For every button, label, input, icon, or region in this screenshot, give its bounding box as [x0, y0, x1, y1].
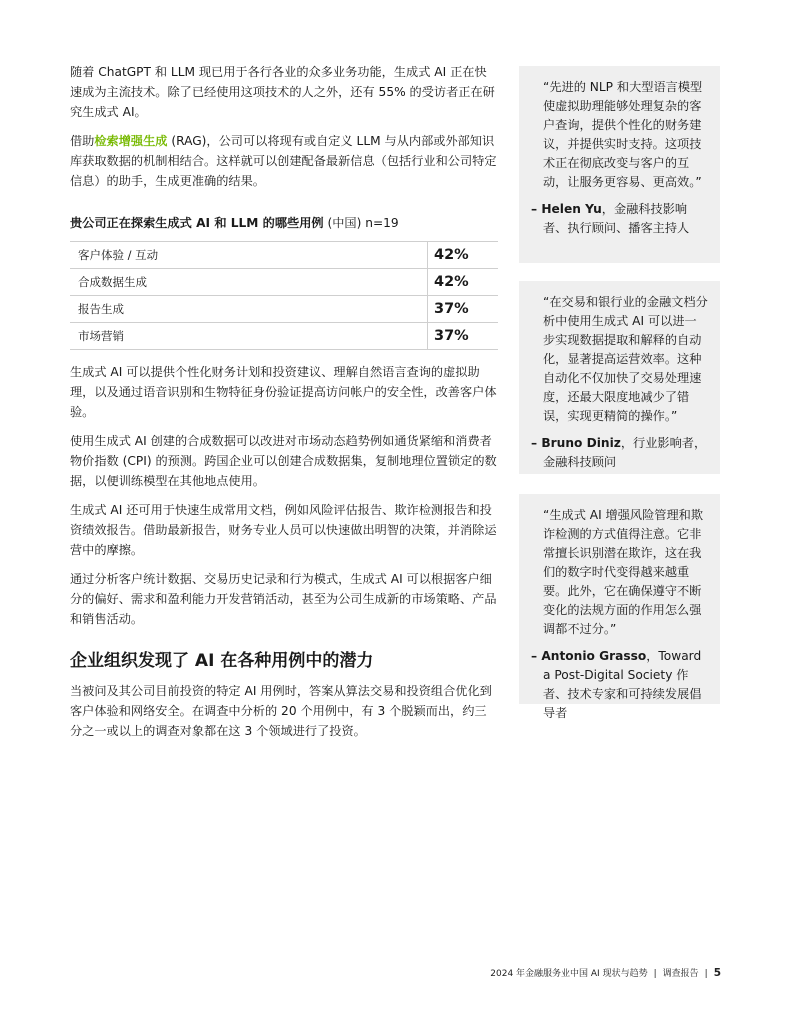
- quote-author: – Helen Yu: [531, 202, 602, 216]
- customer-experience-paragraph: 生成式 AI 可以提供个性化财务计划和投资建议、理解自然语言查询的虚拟助理，以及通过语音识别和生物特征身份验证提高访问帐户的安全性，改善客户体验。: [70, 365, 497, 419]
- marketing-paragraph: 通过分析客户统计数据、交易历史记录和行为模式，生成式 AI 可以根据客户细分的偏好、需求和盈利能力开发营销活动，甚至为公司生成新的市场策略、产品和销售活动。: [70, 572, 497, 626]
- use-case-row: [70, 323, 498, 350]
- use-case-label: 客户体验 / 互动: [70, 242, 428, 269]
- intro-paragraph: 随着 ChatGPT 和 LLM 现已用于各行各业的众多业务功能，生成式 AI 正在快速成为主流技术。除了已经使用这项技术的人之外，还有 55% 的受访者正在研究生成式 AI。: [70, 65, 495, 119]
- quote-text: “生成式 AI 增强风险管理和欺诈检测的方式值得注意。它非常擅长识别潜在欺诈，这在我们的数字时代变得越来越重要。此外，它在确保遵守不断变化的法规方面的作用怎么强调都不过分。”: [543, 508, 704, 636]
- use-case-row: [70, 269, 498, 296]
- rag-paragraph: [70, 131, 498, 191]
- rag-link[interactable]: 检索增强生成: [94, 134, 168, 148]
- use-case-label: 报告生成: [70, 296, 428, 323]
- use-case-value: 37%: [428, 323, 499, 350]
- use-case-value: 42%: [428, 242, 499, 269]
- use-case-label: 合成数据生成: [70, 269, 428, 296]
- report-label: 调查报告: [662, 969, 699, 979]
- quote-author: – Antonio Grasso: [531, 649, 647, 663]
- quote-role: ，行业影响者，金融科技顾问: [543, 436, 707, 469]
- rag-suffix: (RAG)，公司可以将现有或自定义 LLM 与从内部或外部知识库获取数据的机制相结合。这样就可以创建配备最新信息（包括行业和公司特定信息）的助手，生成更准确的结果。: [70, 134, 497, 188]
- quote-attribution: [531, 434, 708, 472]
- quote-role: ，Toward a Post-Digital Society 作者、技术专家和可持续发展倡导者: [543, 649, 702, 720]
- report-generation-paragraph: 生成式 AI 还可用于快速生成常用文档，例如风险评估报告、欺诈检测报告和投资绩效报告。借助最新报告，财务专业人员可以快速做出明智的决策，并消除运营中的摩擦。: [70, 503, 497, 557]
- quote-author: – Bruno Diniz: [531, 436, 621, 450]
- quote-box-3: [519, 494, 720, 720]
- quote-text: “先进的 NLP 和大型语言模型使虚拟助理能够处理复杂的客户查询，提供个性化的财务建议，并提供实时支持。这项技术正在彻底改变与客户的互动，让服务更容易、更高效。”: [543, 80, 703, 189]
- synthetic-data-paragraph: 使用生成式 AI 创建的合成数据可以改进对市场动态趋势例如通货紧缩和消费者物价指数 (CPI) 的预测。跨国企业可以创建合成数据集，复制地理位置锁定的数据，以便训练模型在其他地点使用。: [70, 434, 497, 488]
- main-column: [70, 62, 498, 750]
- quote-attribution: [531, 647, 708, 723]
- use-case-table: [70, 241, 498, 350]
- chart-title-bold: 贵公司正在探索生成式 AI 和 LLM 的哪些用例: [70, 216, 324, 230]
- footer-separator: |: [653, 969, 657, 979]
- use-case-value: 37%: [428, 296, 499, 323]
- report-title: 2024 年金融服务业中国 AI 现状与趋势: [490, 969, 648, 979]
- use-case-row: [70, 296, 498, 323]
- footer-separator: |: [704, 969, 708, 979]
- page-footer: [490, 966, 721, 979]
- use-case-row: [70, 242, 498, 269]
- quote-attribution: [531, 200, 708, 238]
- quote-role: ，金融科技影响者、执行顾问、播客主持人: [543, 202, 690, 235]
- page-number: 5: [713, 967, 721, 979]
- quote-box-2: [519, 281, 720, 474]
- section-heading: 企业组织发现了 AI 在各种用例中的潜力: [70, 651, 374, 671]
- use-case-label: 市场营销: [70, 323, 428, 350]
- rag-prefix: 借助: [70, 134, 95, 148]
- chart-title: [70, 213, 498, 233]
- quote-text: “在交易和银行业的金融文档分析中使用生成式 AI 可以进一步实现数据提取和解释的自动化，显著提高运营效率。这种自动化不仅加快了交易处理速度，还最大限度地减少了错误，实现更精简的操作。”: [543, 295, 708, 423]
- use-case-paragraph: 当被问及其公司目前投资的特定 AI 用例时，答案从算法交易和投资组合优化到客户体验和网络安全。在调查中分析的 20 个用例中，有 3 个脱颖而出，约三分之一或以上的调查对象都在这 3 个领域进行了投资。: [70, 684, 492, 738]
- quote-box-1: [519, 66, 720, 263]
- chart-title-sample: (中国) n=19: [323, 216, 399, 230]
- use-case-value: 42%: [428, 269, 499, 296]
